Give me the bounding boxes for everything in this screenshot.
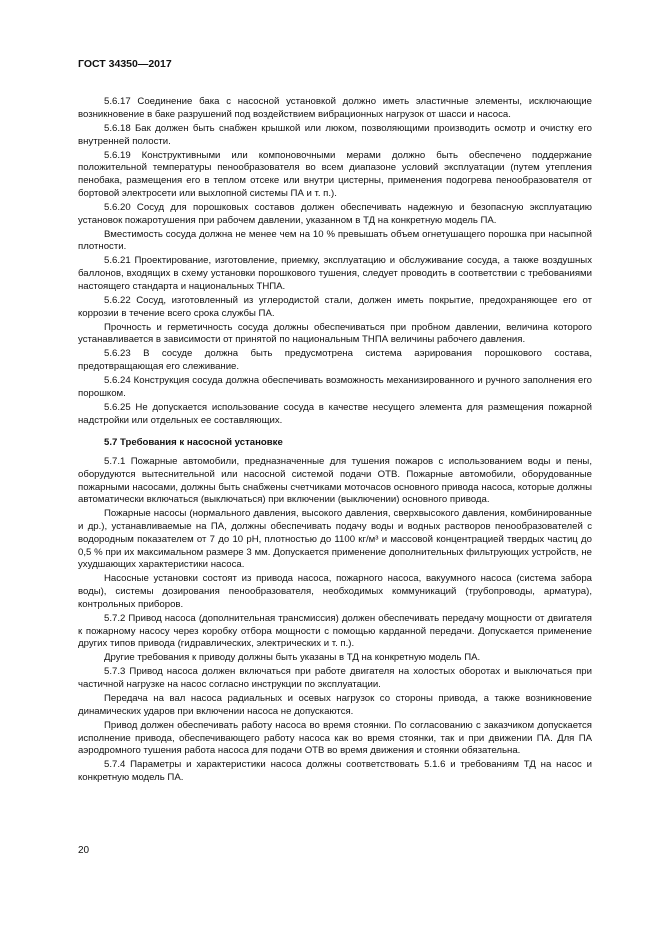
paragraph: 5.6.22 Сосуд, изготовленный из углеродистой стали, должен иметь покрытие, предохраняющее его от коррозии в течение всего срока службы ПА. (78, 294, 592, 319)
paragraph: Вместимость сосуда должна не менее чем на 10 % превышать объем огнетушащего порошка при насыпной плотности. (78, 228, 592, 253)
document-header: ГОСТ 34350—2017 (78, 58, 172, 70)
paragraph: 5.6.24 Конструкция сосуда должна обеспечивать возможность механизированного и ручного заполнения его порошком. (78, 375, 592, 399)
paragraph: 5.6.20 Сосуд для порошковых составов должен обеспечивать надежную и безопасную эксплуатацию установок пожаротушения при рабочем давлении, указанном в ТД на конкретную модель ПА. (78, 201, 592, 226)
paragraph: 5.6.25 Не допускается использование сосуда в качестве несущего элемента для размещения пожарной надстройки или отдельных ее составляющих. (78, 402, 592, 426)
paragraph: 5.7.4 Параметры и характеристики насоса должны соответствовать 5.1.6 и требованиям ТД на насос и конкретную модель ПА. (78, 759, 592, 784)
paragraph: Насосные установки состоят из привода насоса, пожарного насоса, вакуумного насоса (система забора воды), системы дозирования пенообразователя, необходимых коммуникаций (трубопроводы, арматура), контрольных приборов. (78, 573, 592, 610)
paragraph: 5.6.23 В сосуде должна быть предусмотрена система аэрирования порошкового состава, предотвращающая его слеживание. (78, 348, 592, 373)
paragraph: 5.6.19 Конструктивными или компоновочными мерами должно быть обеспечено поддержание положительной температуры пенообразователя во всем диапазоне условий эксплуатации (путем утепления пенобака, размещения его в теплом отсеке или внутри цистерны, применения подогрева пенообразователя от бортовой электросети или выхлопной системы ПА и т. п.). (78, 149, 592, 199)
paragraph: Передача на вал насоса радиальных и осевых нагрузок со стороны привода, а также возникновение динамических ударов при включении насоса не допускаются. (78, 693, 592, 717)
section-title: 5.7 Требования к насосной установке (104, 437, 283, 449)
paragraph: 5.6.21 Проектирование, изготовление, приемку, эксплуатацию и обслуживание сосуда, а также воздушных баллонов, входящих в схему установки порошкового тушения, следует проводить в соответствии с требованиями настоящего стандарта и национальных ТНПА. (78, 255, 592, 292)
paragraph: Привод должен обеспечивать работу насоса во время стоянки. По согласованию с заказчиком допускается исполнение привода, обеспечивающего работу насоса как во время стоянки, так и при движении ПА. Для ПА аэродромного тушения работа насоса для подачи ОТВ во время движения и стоянки обязательна. (78, 719, 592, 757)
paragraph: 5.6.17 Соединение бака с насосной установкой должно иметь эластичные элементы, исключающие возникновение в баке разрушений под воздействием вибрационных нагрузок от шасси и насоса. (78, 96, 592, 120)
page-number: 20 (78, 845, 90, 856)
paragraph: Другие требования к приводу должны быть указаны в ТД на конкретную модель ПА. (104, 652, 481, 664)
paragraph: 5.7.2 Привод насоса (дополнительная трансмиссия) должен обеспечивать передачу мощности от двигателя к пожарному насосу через коробку отбора мощности с помощью карданной передачи. Допускается применение других типов привода (гидравлических, электрических и т. п.). (78, 612, 592, 650)
paragraph: 5.6.18 Бак должен быть снабжен крышкой или люком, позволяющими производить осмотр и очистку его внутренней полости. (78, 122, 592, 147)
paragraph: Пожарные насосы (нормального давления, высокого давления, сверхвысокого давления, комбинированные и др.), устанавливаемые на ПА, должны обеспечивать подачу воды и водных растворов пенообразователей с водородным показателем от 7 до 10 pH, плотностью до 1100 кг/м³ и массовой концентрацией твердых частиц до 0,5 % при их максимальном размере 3 мм. Допускается применение дополнительных фильтрующих устройств, не ухудшающих характеристики насоса. (78, 508, 592, 571)
paragraph: Прочность и герметичность сосуда должны обеспечиваться при пробном давлении, величина которого устанавливается в зависимости от принятой по национальным ТНПА величины рабочего давления. (78, 321, 592, 346)
paragraph: 5.7.1 Пожарные автомобили, предназначенные для тушения пожаров с использованием воды и пены, оборудуются вытеснительной или насосной системой подачи ОТВ. Пожарные автомобили, оборудованные пожарными насосами, должны быть снабжены счетчиками моточасов основного привода насоса, которые должны автоматически включаться (выключаться) при включении (выключении) основного привода. (78, 456, 592, 506)
paragraph: 5.7.3 Привод насоса должен включаться при работе двигателя на холостых оборотах и выключаться при частичной нагрузке на насос согласно инструкции по эксплуатации. (78, 666, 592, 691)
page-content (78, 96, 592, 786)
